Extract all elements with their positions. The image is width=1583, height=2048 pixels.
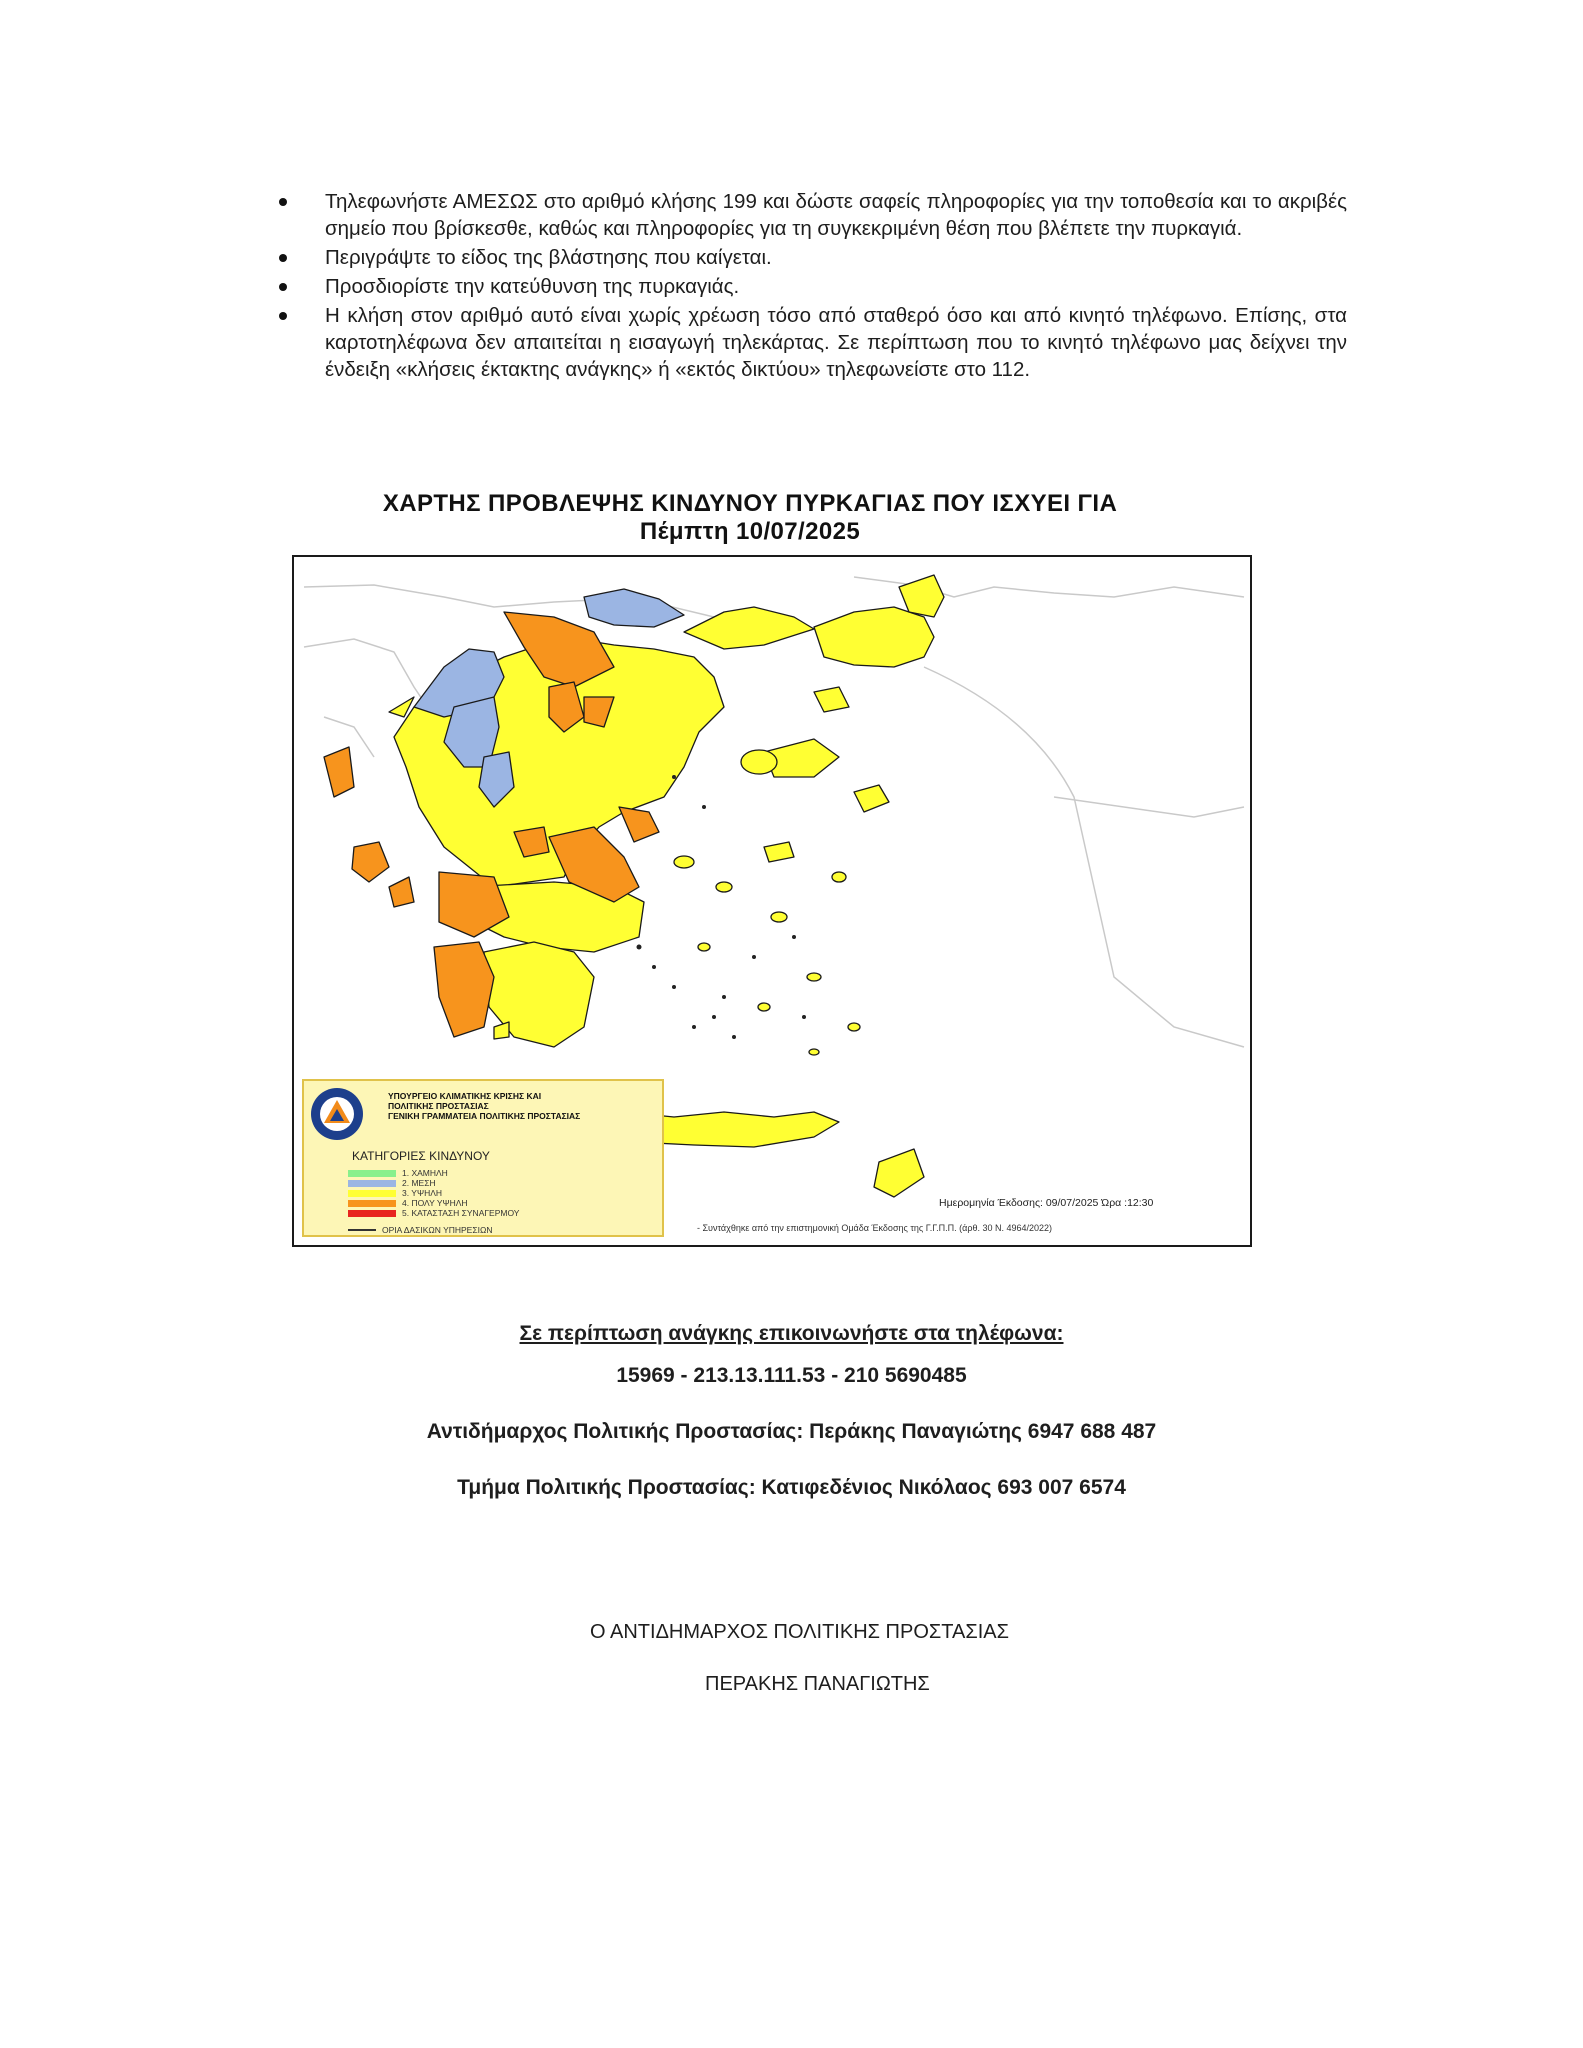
signature-role: Ο ΑΝΤΙΔΗΜΑΡΧΟΣ ΠΟΛΙΤΙΚΗΣ ΠΡΟΣΤΑΣΙΑΣ <box>590 1621 1009 1643</box>
categories-title: ΚΑΤΗΓΟΡΙΕΣ ΚΙΝΔΥΝΟΥ <box>352 1149 490 1163</box>
legend-item: 5. ΚΑΤΑΣΤΑΣΗ ΣΥΝΑΓΕΡΜΟΥ <box>348 1209 519 1217</box>
signature-name: ΠΕΡΑΚΗΣ ΠΑΝΑΓΙΩΤΗΣ <box>705 1673 930 1695</box>
issue-date: Ημερομηνία Έκδοσης: 09/07/2025 Ώρα :12:30 <box>939 1197 1154 1209</box>
ministry-name: ΥΠΟΥΡΓΕΙΟ ΚΛΙΜΑΤΙΚΗΣ ΚΡΙΣΗΣ ΚΑΙ ΠΟΛΙΤΙΚΗΣ ΠΡΟΣΤΑΣΙΑΣ ΓΕΝΙΚΗ ΓΡΑΜΜΑΤΕΙΑ ΠΟΛΙΤΙΚΗΣ ΠΡΟΣΤΑΣΙΑΣ <box>388 1091 581 1121</box>
department-contact: Τμήμα Πολιτικής Προστασίας: Κατιφεδένιος Νικόλαος 693 007 6574 <box>457 1476 1126 1499</box>
bullet-icon <box>279 283 287 291</box>
map-legend <box>302 1079 664 1237</box>
legend-item: 4. ΠΟΛΥ ΥΨΗΛΗ <box>348 1199 468 1207</box>
map-footnote: - Συντάχθηκε από την επιστημονική Ομάδα Έκδοσης της Γ.Γ.Π.Π. (άρθ. 30 Ν. 4964/2022) <box>697 1223 1053 1233</box>
map-date: Πέμπτη 10/07/2025 <box>639 518 861 545</box>
deputy-mayor-contact: Αντιδήμαρχος Πολιτικής Προστασίας: Περάκης Παναγιώτης 6947 688 487 <box>426 1420 1157 1443</box>
legend-item: 1. ΧΑΜΗΛΗ <box>348 1169 448 1177</box>
fire-risk-map <box>292 555 1252 1247</box>
civil-protection-emblem-icon <box>310 1087 364 1141</box>
legend-swatch <box>348 1200 396 1207</box>
emergency-phones: 15969 - 213.13.111.53 - 210 5690485 <box>616 1364 967 1387</box>
list-item: Η κλήση στον αριθμό αυτό είναι χωρίς χρέωση τόσο από σταθερό όσο και από κινητό τηλέφωνο. Επίσης, στα καρτοτηλέφωνα δεν απαιτείται η εισαγωγή τηλεκάρτας. Σε περίπτωση που το κινητό τηλέφωνο μας δείχνει την ένδειξη «κλήσεις έκτακτης ανάγκης» ή «εκτός δικτύου» τηλεφωνείστε στο 112. <box>277 302 1347 383</box>
instructions-list <box>277 188 1347 385</box>
list-item: Προσδιορίστε την κατεύθυνση της πυρκαγιάς. <box>277 273 1347 300</box>
legend-border-item: ΟΡΙΑ ΔΑΣΙΚΩΝ ΥΠΗΡΕΣΙΩΝ <box>348 1225 492 1235</box>
legend-item: 2. ΜΕΣΗ <box>348 1179 436 1187</box>
list-item: Τηλεφωνήστε ΑΜΕΣΩΣ στο αριθμό κλήσης 199 και δώστε σαφείς πληροφορίες για την τοποθεσία και το ακριβές σημείο που βρίσκεσθε, καθώς και πληροφορίες για τη συγκεκριμένη θέση που βλέπετε την πυρκαγιά. <box>277 188 1347 242</box>
legend-swatch <box>348 1210 396 1217</box>
legend-item: 3. ΥΨΗΛΗ <box>348 1189 442 1197</box>
contacts-title: Σε περίπτωση ανάγκης επικοινωνήστε στα τηλέφωνα: <box>519 1322 1064 1345</box>
legend-swatch <box>348 1180 396 1187</box>
bullet-icon <box>279 198 287 206</box>
bullet-icon <box>279 312 287 320</box>
list-item: Περιγράψτε το είδος της βλάστησης που καίγεται. <box>277 244 1347 271</box>
legend-swatch <box>348 1190 396 1197</box>
bullet-icon <box>279 254 287 262</box>
legend-swatch <box>348 1170 396 1177</box>
border-line-icon <box>348 1229 376 1231</box>
map-title: ΧΑΡΤΗΣ ΠΡΟΒΛΕΨΗΣ ΚΙΝΔΥΝΟΥ ΠΥΡΚΑΓΙΑΣ ΠΟΥ ΙΣΧΥΕΙ ΓΙΑ <box>382 490 1118 517</box>
